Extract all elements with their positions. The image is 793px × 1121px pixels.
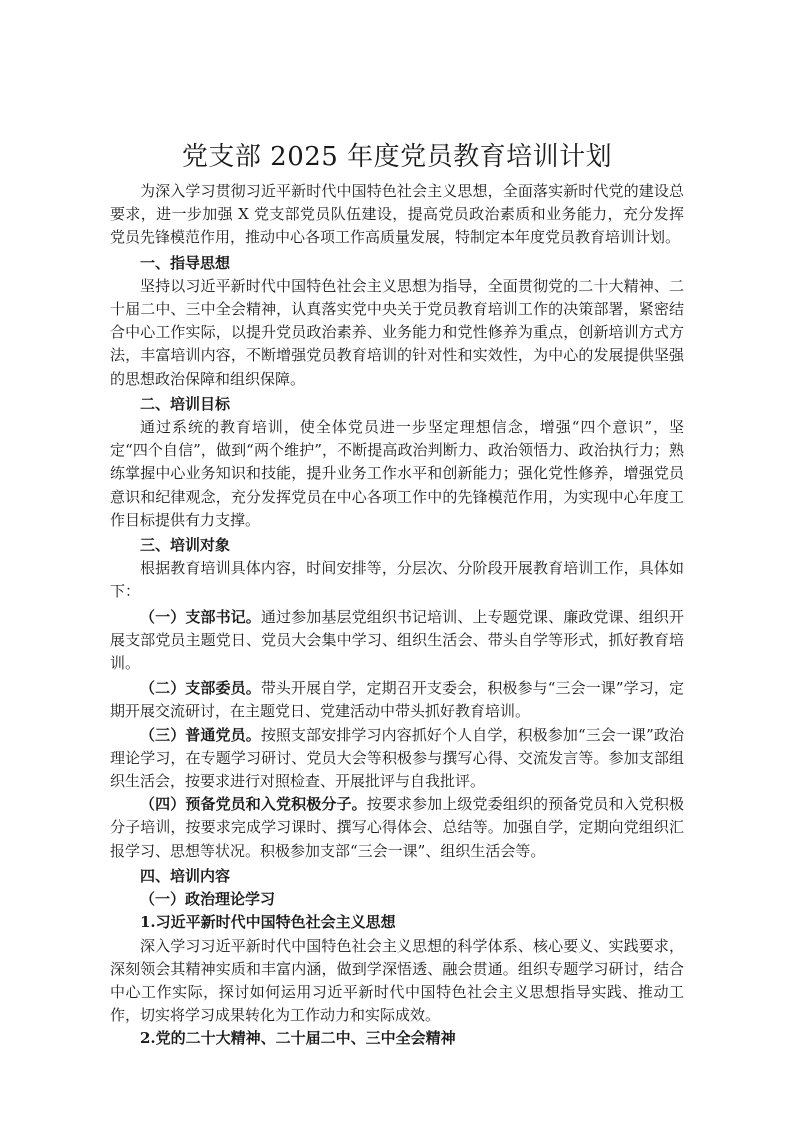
section-heading-training-goals: 二、培训目标	[140, 394, 231, 413]
target-item-committee	[110, 677, 684, 723]
item-heading-party-congress: 2.党的二十大精神、二十届二中、三中全会精神	[140, 1029, 456, 1048]
document-title: 党支部 2025 年度党员教育培训计划	[181, 142, 613, 172]
target-label-members: （三）普通党员。	[140, 725, 261, 744]
training-goals-paragraph: 通过系统的教育培训，使全体党员进一步坚定理想信念，增强“四个意识”，坚定“四个自信”，做到“两个维护”，不断提高政治判断力、政治领悟力、政治执行力；熟练掌握中心业务知识和技能，提升业务工作水平和创新能力；强化党性修养，增强党员意识和纪律观念，充分发挥党员在中心各项工作中的先锋模范作用，为实现中心年度工作目标提供有力支撑。	[110, 418, 684, 529]
target-text-probationary: 按要求参加上级党委组织的预备党员和入党积极分子培训，按要求完成学习课时、撰写心得体会、总结等。加强自学，定期向党组织汇报学习、思想等状况。积极参加支部“三会一课”、组织生活会等。	[110, 795, 684, 860]
target-item-members	[110, 724, 684, 794]
document-page	[110, 138, 684, 1051]
target-text-committee: 带头开展自学，定期召开支委会，积极参与“三会一课”学习，定期开展交流研讨，在主题党日、党建活动中带头抓好教育培训。	[110, 679, 684, 721]
section-heading-training-content: 四、培训内容	[140, 866, 231, 885]
target-item-secretary	[110, 606, 684, 676]
section-heading-guiding-thought: 一、指导思想	[140, 253, 231, 272]
guiding-thought-paragraph: 坚持以习近平新时代中国特色社会主义思想为指导，全面贯彻党的二十大精神、二十届二中、三中全会精神，认真落实党中央关于党员教育培训工作的决策部署，紧密结合中心工作实际，以提升党员政治素养、业务能力和党性修养为重点，创新培训方式方法，丰富培训内容，不断增强党员教育培训的针对性和实效性，为中心的发展提供坚强的思想政治保障和组织保障。	[110, 276, 684, 388]
target-label-probationary: （四）预备党员和入党积极分子。	[140, 795, 367, 814]
target-text-members: 按照支部安排学习内容抓好个人自学，积极参加“三会一课”政治理论学习，在专题学习研讨、党员大会等积极参与撰写心得、交流发言等。参加支部组织生活会，按要求进行对照检查、开展批评与自我批评。	[110, 725, 684, 791]
target-item-probationary	[110, 793, 684, 863]
target-label-secretary: （一）支部书记。	[140, 607, 261, 626]
item-heading-xi-thought: 1.习近平新时代中国特色社会主义思想	[140, 913, 396, 932]
training-targets-paragraph: 根据教育培训具体内容，时间安排等，分层次、分阶段开展教育培训工作，具体如下：	[110, 559, 684, 601]
xi-thought-paragraph: 深入学习习近平新时代中国特色社会主义思想的科学体系、核心要义、实践要求，深刻领会其精神实质和丰富内涵，做到学深悟透、融会贯通。组织专题学习研讨，结合中心工作实际，探讨如何运用习近平新时代中国特色社会主义思想指导实践、推动工作，切实将学习成果转化为工作动力和实际成效。	[110, 936, 684, 1025]
intro-paragraph: 为深入学习贯彻习近平新时代中国特色社会主义思想，全面落实新时代党的建设总要求，进一步加强 X 党支部党员队伍建设，提高党员政治素质和业务能力，充分发挥党员先锋模范作用，推动中心各项工作高质量发展，特制定本年度党员教育培训计划。	[110, 182, 684, 247]
target-text-secretary: 通过参加基层党组织书记培训、上专题党课、廉政党课、组织开展支部党员主题党日、党员大会集中学习、组织生活会、带头自学等形式，抓好教育培训。	[110, 607, 684, 673]
target-label-committee: （二）支部委员。	[140, 679, 261, 698]
subsection-heading-political-theory: （一）政治理论学习	[140, 890, 276, 909]
section-heading-training-targets: 三、培训对象	[140, 536, 231, 555]
